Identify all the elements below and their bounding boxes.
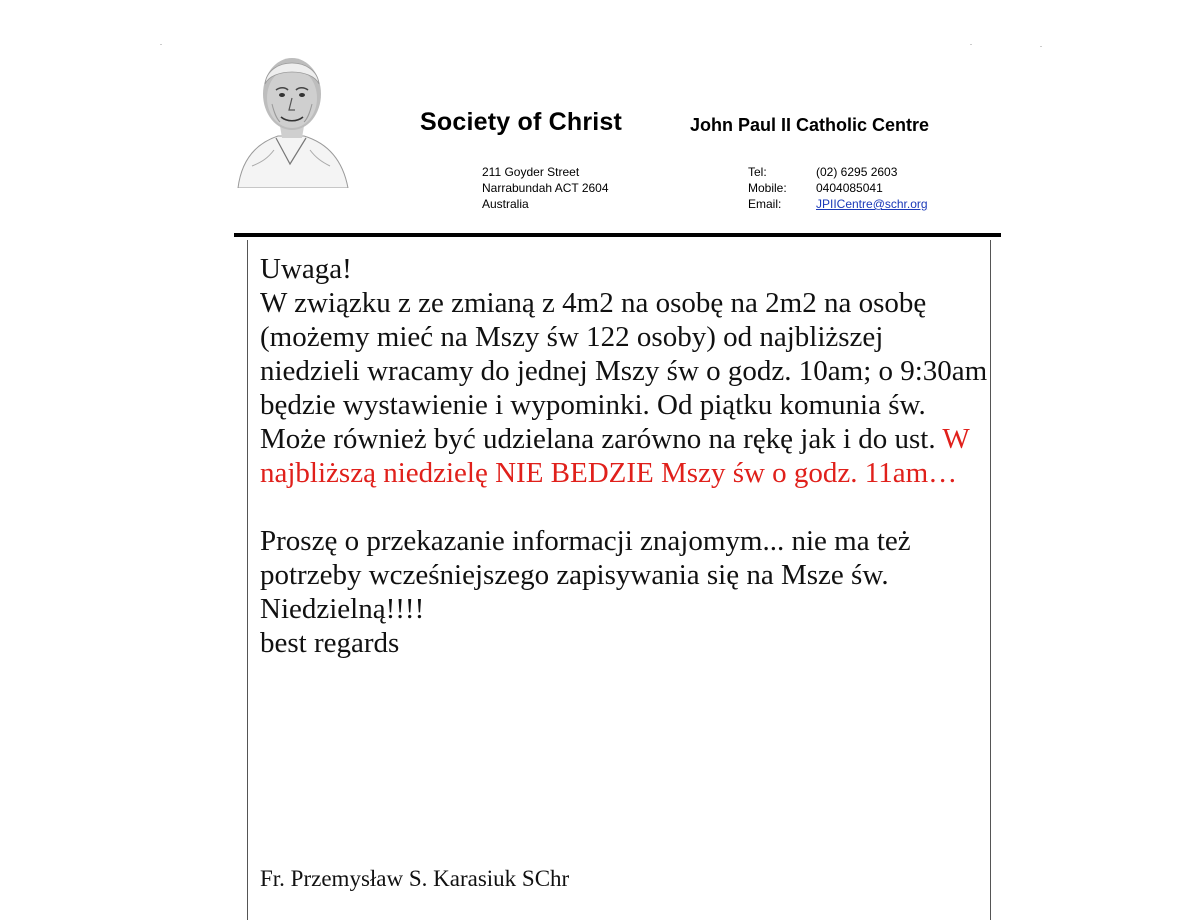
contact-value: (02) 6295 2603 xyxy=(816,165,898,179)
scan-speck xyxy=(160,44,162,45)
notice-box xyxy=(247,240,991,920)
contact-row-email xyxy=(748,196,928,212)
notice-closing: best regards xyxy=(260,627,400,659)
scan-speck xyxy=(1040,46,1042,47)
notice-request: Proszę o przekazanie informacji znajomym... nie ma też potrzeby wcześniejszego zapisywania się na Msze św. Niedzielną!!!! xyxy=(260,525,911,625)
centre-name: John Paul II Catholic Centre xyxy=(690,115,930,135)
contact-label: Mobile: xyxy=(748,181,787,195)
contact-row-mobile xyxy=(748,180,928,196)
notice-text: W związku z ze zmianą z 4m2 na osobę na 2m2 na osobę (możemy mieć na Mszy św 122 osoby) od najbliższej niedzieli wracamy do jednej Mszy św o godz. 10am; o 9:30am będzie wystawienie i wypominki. Od piątku komunia św. Może również być udzielana zarówno na rękę jak i do ust. xyxy=(260,287,988,455)
address-line: Narrabundah ACT 2604 xyxy=(482,181,609,195)
letterhead xyxy=(0,0,1200,240)
letterhead-divider xyxy=(234,233,1001,237)
pope-portrait-icon xyxy=(232,38,350,188)
contact-label: Email: xyxy=(748,197,782,211)
notice-body xyxy=(260,252,988,660)
contact-row-tel xyxy=(748,164,928,180)
address-line: Australia xyxy=(482,197,529,211)
address-line: 211 Goyder Street xyxy=(482,165,580,179)
contact-details xyxy=(748,164,928,212)
organization-name: Society of Christ xyxy=(420,108,623,136)
contact-label: Tel: xyxy=(748,165,767,179)
contact-value: 0404085041 xyxy=(816,181,883,195)
email-link[interactable]: JPIICentre@schr.org xyxy=(816,197,928,211)
notice-emphasis: W najbliższą niedzielę NIE BEDZIE Mszy św o godz. 11am… xyxy=(260,423,970,489)
notice-heading: Uwaga! xyxy=(260,253,352,285)
scan-speck xyxy=(970,44,972,45)
notice-paragraph xyxy=(260,286,988,490)
paragraph-gap xyxy=(260,490,988,524)
postal-address xyxy=(482,164,609,212)
signature: Fr. Przemysław S. Karasiuk SChr xyxy=(260,866,570,891)
